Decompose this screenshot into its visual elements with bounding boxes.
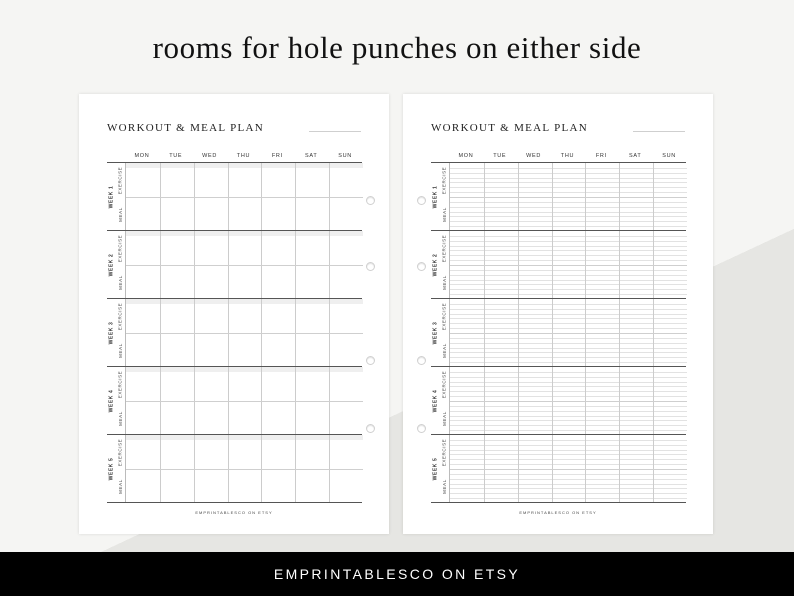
section-label-text: EXERCISE bbox=[117, 438, 123, 466]
section-label-text: MEAL bbox=[441, 478, 447, 494]
ruled-line bbox=[450, 318, 687, 319]
week-block bbox=[431, 435, 686, 503]
week-label bbox=[107, 163, 115, 231]
section-label-text: EXERCISE bbox=[441, 438, 447, 466]
ruled-line bbox=[450, 255, 687, 256]
ruled-line bbox=[450, 294, 687, 295]
day-header: WED bbox=[526, 153, 542, 159]
week-label bbox=[431, 435, 439, 503]
day-header: SAT bbox=[305, 153, 318, 159]
ruled-line bbox=[450, 260, 687, 261]
week-block bbox=[431, 231, 686, 299]
week-label-text: WEEK 2 bbox=[108, 253, 114, 277]
week-label-text: WEEK 3 bbox=[108, 321, 114, 345]
section-label-text: MEAL bbox=[441, 410, 447, 426]
footer-bar bbox=[0, 552, 794, 596]
week-grid bbox=[125, 231, 362, 299]
ruled-line bbox=[450, 464, 687, 465]
week-grid bbox=[449, 367, 686, 435]
section-label-text: EXERCISE bbox=[441, 370, 447, 398]
section-label-text: MEAL bbox=[117, 206, 123, 222]
exercise-band bbox=[126, 435, 363, 440]
ruled-line bbox=[450, 416, 687, 417]
section-divider bbox=[126, 333, 363, 334]
week-label bbox=[107, 367, 115, 435]
day-header: SAT bbox=[629, 153, 642, 159]
week-grid bbox=[125, 435, 362, 503]
ruled-line bbox=[450, 498, 687, 499]
ruled-line bbox=[450, 357, 687, 358]
week-rule bbox=[431, 502, 686, 503]
ruled-line bbox=[450, 430, 687, 431]
sheet-title: WORKOUT & MEAL PLAN bbox=[107, 122, 265, 134]
ruled-line bbox=[450, 352, 687, 353]
section-divider bbox=[126, 469, 363, 470]
week-label-text: WEEK 1 bbox=[108, 185, 114, 209]
ruled-line bbox=[450, 484, 687, 485]
week-grid bbox=[125, 367, 362, 435]
sheet-brand: EMPRINTABLESCO ON ETSY bbox=[519, 510, 597, 515]
day-header: SUN bbox=[338, 153, 352, 159]
section-label bbox=[440, 299, 448, 333]
week-grid bbox=[449, 163, 686, 231]
ruled-line bbox=[450, 493, 687, 494]
ruled-line bbox=[450, 246, 687, 247]
week-label-text: WEEK 2 bbox=[432, 253, 438, 277]
ruled-line bbox=[450, 182, 687, 183]
title-rule bbox=[309, 131, 361, 132]
week-grid bbox=[449, 435, 686, 503]
ruled-line bbox=[450, 425, 687, 426]
exercise-band bbox=[126, 163, 363, 168]
week-label bbox=[107, 231, 115, 299]
day-header: FRI bbox=[271, 153, 283, 159]
ruled-line bbox=[450, 328, 687, 329]
section-label bbox=[116, 231, 124, 265]
hole-punch bbox=[417, 356, 426, 365]
day-header: MON bbox=[134, 153, 150, 159]
ruled-line bbox=[450, 445, 687, 446]
week-label bbox=[431, 163, 439, 231]
ruled-line bbox=[450, 488, 687, 489]
week-grid bbox=[125, 163, 362, 231]
section-label bbox=[116, 333, 124, 367]
ruled-line bbox=[450, 391, 687, 392]
week-rule bbox=[107, 502, 362, 503]
day-header: TUE bbox=[169, 153, 183, 159]
sheet-brand: EMPRINTABLESCO ON ETSY bbox=[195, 510, 273, 515]
section-label bbox=[440, 435, 448, 469]
headline: rooms for hole punches on either side bbox=[152, 30, 642, 65]
hole-punch bbox=[366, 196, 375, 205]
section-label-text: EXERCISE bbox=[117, 302, 123, 330]
section-divider bbox=[450, 197, 687, 198]
day-header: MON bbox=[458, 153, 474, 159]
exercise-band bbox=[126, 299, 363, 304]
ruled-line bbox=[450, 314, 687, 315]
ruled-line bbox=[450, 202, 687, 203]
planner-sheet-right bbox=[403, 94, 713, 534]
ruled-line bbox=[450, 386, 687, 387]
section-label-text: EXERCISE bbox=[117, 234, 123, 262]
section-label-text: MEAL bbox=[117, 274, 123, 290]
exercise-band bbox=[126, 367, 363, 372]
ruled-line bbox=[450, 178, 687, 179]
ruled-line bbox=[450, 212, 687, 213]
section-divider bbox=[450, 401, 687, 402]
ruled-line bbox=[450, 221, 687, 222]
hole-punch bbox=[366, 424, 375, 433]
week-block bbox=[431, 299, 686, 367]
section-label-text: EXERCISE bbox=[117, 166, 123, 194]
ruled-line bbox=[450, 280, 687, 281]
ruled-line bbox=[450, 396, 687, 397]
section-label-text: EXERCISE bbox=[441, 302, 447, 330]
hole-punch bbox=[417, 262, 426, 271]
ruled-line bbox=[450, 474, 687, 475]
ruled-line bbox=[450, 348, 687, 349]
hole-punch bbox=[366, 356, 375, 365]
day-header: THU bbox=[560, 153, 575, 159]
ruled-line bbox=[450, 289, 687, 290]
hole-punch bbox=[417, 196, 426, 205]
week-label-text: WEEK 5 bbox=[108, 457, 114, 481]
week-block bbox=[107, 163, 362, 231]
week-label bbox=[431, 299, 439, 367]
section-label bbox=[440, 265, 448, 299]
ruled-line bbox=[450, 479, 687, 480]
ruled-line bbox=[450, 309, 687, 310]
planner-grid bbox=[431, 151, 686, 504]
week-block bbox=[431, 163, 686, 231]
week-block bbox=[107, 435, 362, 503]
section-label bbox=[116, 197, 124, 231]
section-divider bbox=[450, 469, 687, 470]
ruled-line bbox=[450, 241, 687, 242]
ruled-line bbox=[450, 168, 687, 169]
ruled-line bbox=[450, 226, 687, 227]
section-divider bbox=[126, 401, 363, 402]
week-block bbox=[107, 367, 362, 435]
title-rule bbox=[633, 131, 685, 132]
section-label-text: MEAL bbox=[441, 342, 447, 358]
ruled-line bbox=[450, 323, 687, 324]
section-label bbox=[440, 197, 448, 231]
ruled-line bbox=[450, 304, 687, 305]
week-grid bbox=[449, 299, 686, 367]
ruled-line bbox=[450, 270, 687, 271]
section-label bbox=[116, 265, 124, 299]
sheet-title: WORKOUT & MEAL PLAN bbox=[431, 122, 589, 134]
ruled-line bbox=[450, 372, 687, 373]
ruled-line bbox=[450, 187, 687, 188]
section-label bbox=[440, 367, 448, 401]
ruled-line bbox=[450, 459, 687, 460]
section-label bbox=[116, 401, 124, 435]
ruled-line bbox=[450, 411, 687, 412]
section-label bbox=[116, 435, 124, 469]
section-label bbox=[116, 163, 124, 197]
day-header: WED bbox=[202, 153, 218, 159]
section-label-text: MEAL bbox=[441, 206, 447, 222]
week-label-text: WEEK 5 bbox=[432, 457, 438, 481]
day-header: FRI bbox=[595, 153, 607, 159]
week-label-text: WEEK 1 bbox=[432, 185, 438, 209]
section-label-text: MEAL bbox=[117, 478, 123, 494]
planner-sheet-left bbox=[79, 94, 389, 534]
ruled-line bbox=[450, 216, 687, 217]
section-label bbox=[116, 299, 124, 333]
section-label bbox=[440, 163, 448, 197]
week-grid bbox=[125, 299, 362, 367]
ruled-line bbox=[450, 275, 687, 276]
section-label-text: MEAL bbox=[117, 342, 123, 358]
ruled-line bbox=[450, 173, 687, 174]
footer-text: EMPRINTABLESCO ON ETSY bbox=[273, 566, 521, 582]
day-header: SUN bbox=[662, 153, 676, 159]
ruled-line bbox=[450, 382, 687, 383]
ruled-line bbox=[450, 450, 687, 451]
ruled-line bbox=[450, 377, 687, 378]
day-header: TUE bbox=[493, 153, 507, 159]
section-label bbox=[116, 367, 124, 401]
exercise-band bbox=[126, 231, 363, 236]
section-label-text: MEAL bbox=[441, 274, 447, 290]
section-label-text: EXERCISE bbox=[441, 234, 447, 262]
section-divider bbox=[126, 265, 363, 266]
ruled-line bbox=[450, 338, 687, 339]
section-label bbox=[440, 333, 448, 367]
section-label bbox=[440, 231, 448, 265]
week-label bbox=[431, 231, 439, 299]
ruled-line bbox=[450, 192, 687, 193]
week-label bbox=[107, 435, 115, 503]
ruled-line bbox=[450, 250, 687, 251]
ruled-line bbox=[450, 343, 687, 344]
section-divider bbox=[450, 265, 687, 266]
ruled-line bbox=[450, 454, 687, 455]
section-label-text: EXERCISE bbox=[117, 370, 123, 398]
ruled-line bbox=[450, 236, 687, 237]
ruled-line bbox=[450, 207, 687, 208]
section-label bbox=[440, 401, 448, 435]
ruled-line bbox=[450, 284, 687, 285]
section-label-text: EXERCISE bbox=[441, 166, 447, 194]
ruled-line bbox=[450, 440, 687, 441]
day-header: THU bbox=[236, 153, 251, 159]
section-divider bbox=[126, 197, 363, 198]
week-block bbox=[431, 367, 686, 435]
week-grid bbox=[449, 231, 686, 299]
planner-grid bbox=[107, 151, 362, 504]
ruled-line bbox=[450, 362, 687, 363]
section-divider bbox=[450, 333, 687, 334]
section-label-text: MEAL bbox=[117, 410, 123, 426]
week-label-text: WEEK 4 bbox=[108, 389, 114, 413]
week-label bbox=[107, 299, 115, 367]
week-block bbox=[107, 231, 362, 299]
section-label bbox=[440, 469, 448, 503]
ruled-line bbox=[450, 420, 687, 421]
section-label bbox=[116, 469, 124, 503]
ruled-line bbox=[450, 406, 687, 407]
week-block bbox=[107, 299, 362, 367]
hole-punch bbox=[417, 424, 426, 433]
week-label-text: WEEK 4 bbox=[432, 389, 438, 413]
week-label bbox=[431, 367, 439, 435]
hole-punch bbox=[366, 262, 375, 271]
week-label-text: WEEK 3 bbox=[432, 321, 438, 345]
